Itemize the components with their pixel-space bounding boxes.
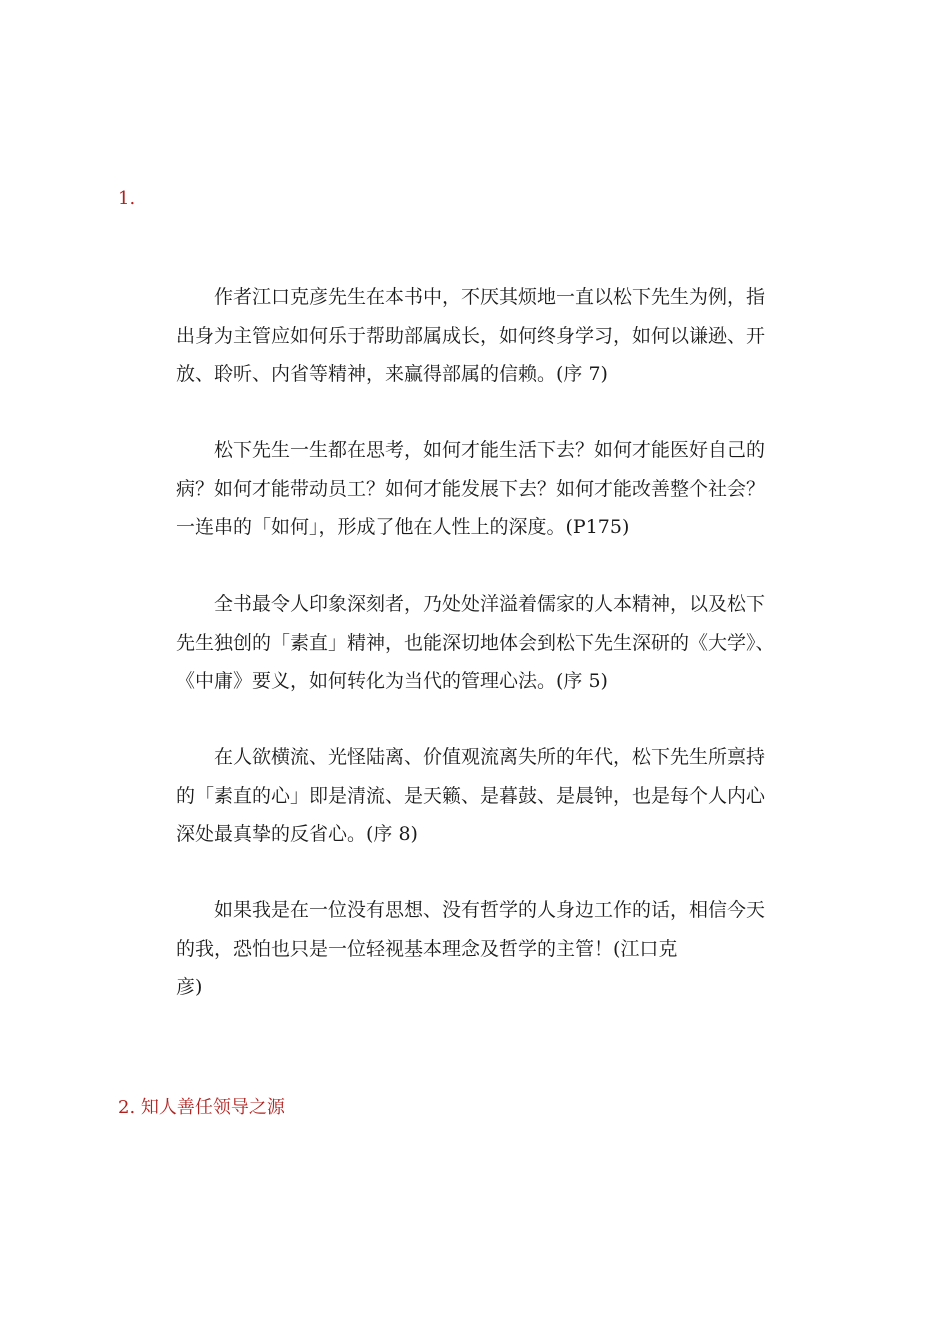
paragraph-3-line-3: 《中庸》要义，如何转化为当代的管理心法。(序 5) — [176, 670, 608, 692]
paragraph-2-line-2: 病？如何才能带动员工？如何才能发展下去？如何才能改善整个社会？ — [176, 477, 766, 500]
paragraph-3 — [176, 585, 776, 701]
paragraph-1-line-2: 出身为主管应如何乐于帮助部属成长，如何终身学习，如何以谦逊、开 — [176, 324, 766, 347]
paragraph-4 — [176, 738, 776, 854]
paragraph-2-line-1: 松下先生一生都在思考，如何才能生活下去？如何才能医好自己的 — [214, 439, 766, 461]
section-2-heading: 2. 知人善任领导之源 — [118, 1097, 285, 1118]
paragraph-5-line-3: 彦) — [176, 976, 203, 998]
paragraph-5-line-2: 的我，恐怕也只是一位轻视基本理念及哲学的主管！(江口克 — [176, 937, 678, 960]
paragraph-4-line-2: 的「素直的心」即是清流、是天籁、是暮鼓、是晨钟，也是每个人内心 — [176, 784, 766, 807]
section-1-heading: 1. — [118, 188, 136, 209]
paragraph-2-line-3: 一连串的「如何」，形成了他在人性上的深度。(P175) — [176, 516, 630, 538]
paragraph-1-line-1: 作者江口克彦先生在本书中，不厌其烦地一直以松下先生为例，指 — [214, 286, 766, 308]
paragraph-3-line-1: 全书最令人印象深刻者，乃处处洋溢着儒家的人本精神，以及松下 — [214, 593, 766, 615]
paragraph-2 — [176, 431, 776, 547]
paragraph-4-line-1: 在人欲横流、光怪陆离、价值观流离失所的年代，松下先生所禀持 — [214, 746, 766, 768]
paragraph-5 — [176, 891, 776, 1007]
paragraph-1-line-3: 放、聆听、内省等精神，来赢得部属的信赖。(序 7) — [176, 363, 608, 385]
paragraph-3-line-2: 先生独创的「素直」精神，也能深切地体会到松下先生深研的《大学》、 — [176, 631, 775, 654]
paragraph-5-line-1: 如果我是在一位没有思想、没有哲学的人身边工作的话，相信今天 — [214, 899, 766, 921]
paragraph-4-line-3: 深处最真挚的反省心。(序 8) — [176, 823, 418, 845]
paragraph-1 — [176, 278, 776, 394]
